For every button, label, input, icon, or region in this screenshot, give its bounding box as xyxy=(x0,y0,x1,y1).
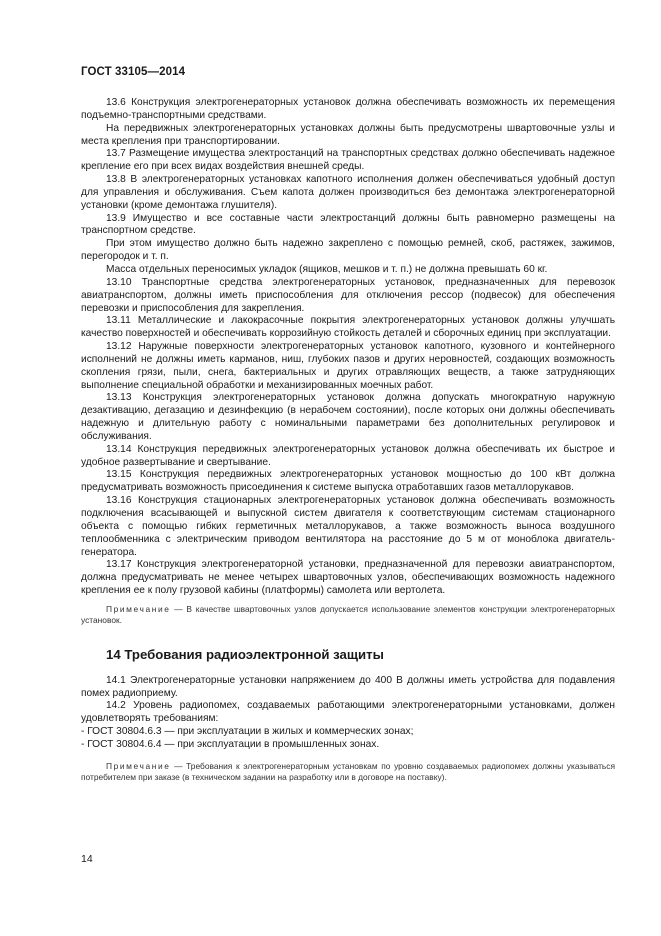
paragraph-13-17: 13.17 Конструкция электрогенераторной установки, предназначенной для перевозки авиатранспортом, должна предусматривать не менее четырех швартовочных узлов, обеспечивающих возможность надежного крепления ее к полу грузовой кабины (платформы) самолета или вертолета. xyxy=(81,559,615,597)
note-mooring xyxy=(81,604,615,627)
paragraph-13-16: 13.16 Конструкция стационарных электрогенераторных установок должна обеспечивать возможность подключения всасывающей и выпускной систем двигателя к соответствующим системам стационарного объекта с помощью гибких герметичных металлорукавов, а также возможность выноса воздушного теплообменника с электрическим приводом вентилятора на расстояние до 5 м от моноблока двигатель-генератора. xyxy=(81,495,615,558)
paragraph-14-1: 14.1 Электрогенераторные установки напряжением до 400 В должны иметь устройства для подавления помех радиоприему. xyxy=(81,674,615,699)
section-14-title: 14 Требования радиоэлектронной защиты xyxy=(106,646,384,662)
document-header: ГОСТ 33105—2014 xyxy=(81,66,186,78)
paragraph: На передвижных электрогенераторных установках должны быть предусмотрены швартовочные узлы и места крепления при транспортировании. xyxy=(81,122,615,147)
list-item: - ГОСТ 30804.6.3 — при эксплуатации в жилых и коммерческих зонах; xyxy=(81,726,414,738)
paragraph: Масса отдельных переносимых укладок (ящиков, мешков и т. п.) не должна превышать 60 кг. xyxy=(106,263,548,275)
page-number: 14 xyxy=(81,853,93,865)
paragraph-13-10: 13.10 Транспортные средства электрогенераторных установок, предназначенных для перевозок авиатранспортом, должны иметь приспособления для отключения рессор (подвесок) для обеспечения перевозки и приспособления для закрепления. xyxy=(81,276,615,314)
paragraph-13-13: 13.13 Конструкция электрогенераторных установок должна допускать многократную наружную дезактивацию, дегазацию и дезинфекцию (в нерабочем состоянии), после которых они должны обеспечивать надежную и длительную работу с номинальными параметрами без дополнительных регулировок и обслуживания. xyxy=(81,392,615,442)
paragraph: При этом имущество должно быть надежно закреплено с помощью ремней, скоб, растяжек, зажимов, перегородок и т. п. xyxy=(81,238,615,263)
paragraph-13-11: 13.11 Металлические и лакокрасочные покрытия электрогенераторных установок должны улучшать качество поверхностей и обеспечивать коррозийную стойкость деталей и сборочных единиц при эксплуатации. xyxy=(81,315,615,340)
document-body xyxy=(81,97,615,784)
paragraph-13-14: 13.14 Конструкция передвижных электрогенераторных установок должна обеспечивать их быстрое и удобное развертывание и свертывание. xyxy=(81,443,615,468)
list-item: - ГОСТ 30804.6.4 — при эксплуатации в промышленных зонах. xyxy=(81,738,380,750)
note-text: — В качестве швартовочных узлов допускается использование элементов конструкции электрогенераторных установок. xyxy=(81,603,615,626)
paragraph-13-15: 13.15 Конструкция передвижных электрогенераторных установок мощностью до 100 кВт должна предусматривать возможность присоединения к системе выпуска отработавших газов металлорукавов. xyxy=(81,469,615,494)
paragraph-13-8: 13.8 В электрогенераторных установках капотного исполнения должен обеспечиваться удобный доступ для управления и обслуживания. Съем капота должен производиться без демонтажа электрогенераторной установки (кроме демонтажа глушителя). xyxy=(81,174,615,211)
note-radio-interference xyxy=(81,761,615,784)
paragraph-13-12: 13.12 Наружные поверхности электрогенераторных установок капотного, кузовного и контейнерного исполнений не должны иметь карманов, ниш, глубоких пазов и других неровностей, создающих возможность скопления грязи, пыли, снега, бактериальных и других отравляющих веществ, а также затрудняющих выполнение специальной обработки и механизированных моечных работ. xyxy=(81,341,615,391)
note-label: Примечание xyxy=(106,603,171,614)
paragraph-14-2: 14.2 Уровень радиопомех, создаваемых работающими электрогенераторными установками, должен удовлетворять требованиям: xyxy=(81,700,615,725)
note-text: — Требования к электрогенераторным установкам по уровню создаваемых радиопомех должны указываться потребителем при заказе (в техническом задании на разработку или в договоре на поставку). xyxy=(81,760,615,783)
paragraph-13-7: 13.7 Размещение имущества электростанций на транспортных средствах должно обеспечивать надежное крепление его при всех видах воздействия внешней среды. xyxy=(81,148,615,173)
note-label: Примечание xyxy=(106,760,171,771)
paragraph-13-6: 13.6 Конструкция электрогенераторных установок должна обеспечивать возможность их перемещения подъемно-транспортными средствами. xyxy=(81,97,615,121)
paragraph-13-9: 13.9 Имущество и все составные части электростанций должны быть равномерно размещены на транспортном средстве. xyxy=(81,212,615,237)
